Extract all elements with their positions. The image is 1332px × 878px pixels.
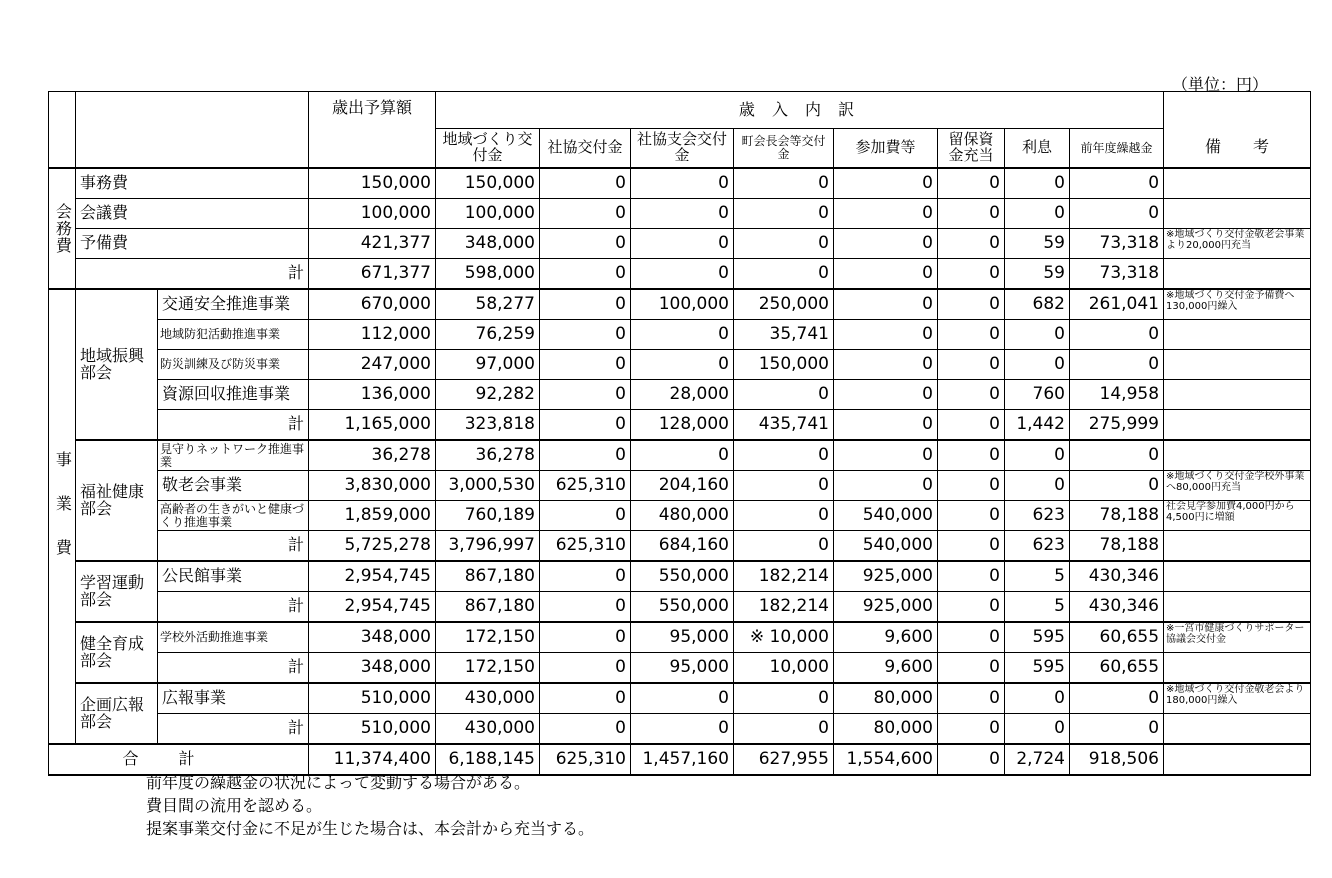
section-kaimuhi: 会務費: [49, 168, 76, 289]
value-cell: 430,346: [1070, 592, 1164, 623]
value-cell: 0: [734, 531, 834, 562]
value-cell: 60,655: [1070, 653, 1164, 684]
value-cell: 182,214: [734, 592, 834, 623]
value-cell: 100,000: [631, 289, 734, 320]
value-cell: 0: [734, 683, 834, 714]
header-blank: [1164, 92, 1311, 129]
value-cell: 172,150: [436, 622, 540, 653]
value-cell: 0: [1005, 714, 1070, 745]
value-cell: 136,000: [309, 380, 436, 410]
value-cell: 0: [938, 320, 1005, 350]
value-cell: 1,165,000: [309, 410, 436, 441]
value-cell: 0: [938, 350, 1005, 380]
value-cell: 0: [540, 289, 631, 320]
value-cell: 0: [631, 320, 734, 350]
value-cell: 3,000,530: [436, 471, 540, 501]
value-cell: 0: [540, 229, 631, 259]
header-col: 社協交付金: [540, 129, 631, 169]
value-cell: 80,000: [834, 714, 938, 745]
value-cell: 625,310: [540, 531, 631, 562]
group-name: 福祉健康部会: [76, 440, 158, 561]
item-name: 広報事業: [158, 683, 309, 714]
table-row: [49, 320, 1311, 350]
value-cell: 95,000: [631, 653, 734, 684]
value-cell: 0: [540, 683, 631, 714]
value-cell: 0: [540, 380, 631, 410]
value-cell: 9,600: [834, 622, 938, 653]
subtotal-label: 計: [158, 410, 309, 441]
value-cell: 918,506: [1070, 744, 1164, 775]
value-cell: 595: [1005, 622, 1070, 653]
header-col: 地域づくり交付金: [436, 129, 540, 169]
value-cell: 323,818: [436, 410, 540, 441]
value-cell: 0: [734, 168, 834, 199]
value-cell: 0: [1070, 683, 1164, 714]
value-cell: 0: [938, 440, 1005, 471]
remark-cell: [1164, 380, 1311, 410]
footnote: 費目間の流用を認める。: [146, 796, 323, 815]
remark-cell: [1164, 440, 1311, 471]
header-col: 前年度繰越金: [1070, 129, 1164, 169]
value-cell: 0: [834, 320, 938, 350]
value-cell: 100,000: [309, 199, 436, 229]
budget-table: [48, 91, 1311, 776]
value-cell: 6,188,145: [436, 744, 540, 775]
value-cell: 0: [734, 471, 834, 501]
value-cell: 684,160: [631, 531, 734, 562]
item-name: 地域防犯活動推進事業: [158, 320, 309, 350]
value-cell: ※ 10,000: [734, 622, 834, 653]
value-cell: 35,741: [734, 320, 834, 350]
value-cell: 1,442: [1005, 410, 1070, 441]
value-cell: 0: [834, 380, 938, 410]
value-cell: 3,796,997: [436, 531, 540, 562]
value-cell: 0: [1005, 683, 1070, 714]
value-cell: 598,000: [436, 259, 540, 290]
value-cell: 0: [938, 410, 1005, 441]
value-cell: 0: [540, 320, 631, 350]
value-cell: 510,000: [309, 714, 436, 745]
value-cell: 0: [734, 501, 834, 531]
remark-cell: [1164, 320, 1311, 350]
value-cell: 0: [734, 714, 834, 745]
value-cell: 0: [540, 592, 631, 623]
value-cell: 100,000: [436, 199, 540, 229]
remark-cell: [1164, 168, 1311, 199]
value-cell: 0: [631, 229, 734, 259]
value-cell: 625,310: [540, 471, 631, 501]
value-cell: 682: [1005, 289, 1070, 320]
remark-cell: [1164, 410, 1311, 441]
header-revenue-breakdown: 歳 入 内 訳: [436, 92, 1164, 129]
value-cell: 1,554,600: [834, 744, 938, 775]
value-cell: 5: [1005, 592, 1070, 623]
value-cell: 0: [938, 199, 1005, 229]
item-name: 会議費: [76, 199, 309, 229]
table-row: [49, 380, 1311, 410]
value-cell: 0: [1005, 168, 1070, 199]
value-cell: 0: [734, 199, 834, 229]
value-cell: 623: [1005, 531, 1070, 562]
value-cell: 0: [631, 440, 734, 471]
value-cell: 0: [938, 531, 1005, 562]
remark-cell: [1164, 531, 1311, 562]
value-cell: 78,188: [1070, 501, 1164, 531]
group-name: 企画広報部会: [76, 683, 158, 744]
value-cell: 0: [1070, 350, 1164, 380]
value-cell: 60,655: [1070, 622, 1164, 653]
value-cell: 2,954,745: [309, 561, 436, 592]
value-cell: 480,000: [631, 501, 734, 531]
value-cell: 14,958: [1070, 380, 1164, 410]
value-cell: 0: [631, 199, 734, 229]
item-name: 事務費: [76, 168, 309, 199]
value-cell: 0: [540, 259, 631, 290]
value-cell: 172,150: [436, 653, 540, 684]
value-cell: 430,346: [1070, 561, 1164, 592]
value-cell: 58,277: [436, 289, 540, 320]
value-cell: 2,724: [1005, 744, 1070, 775]
header-col: 留保資金充当: [938, 129, 1005, 169]
value-cell: 0: [834, 289, 938, 320]
table-row: [49, 410, 1311, 441]
subtotal-label: 計: [76, 259, 309, 290]
value-cell: 0: [631, 168, 734, 199]
value-cell: 0: [834, 410, 938, 441]
value-cell: 0: [540, 410, 631, 441]
header-col: 町会長会等交付金: [734, 129, 834, 169]
value-cell: 76,259: [436, 320, 540, 350]
value-cell: 540,000: [834, 531, 938, 562]
value-cell: 550,000: [631, 592, 734, 623]
value-cell: 925,000: [834, 561, 938, 592]
value-cell: 0: [540, 440, 631, 471]
remark-cell: [1164, 714, 1311, 745]
header-col: 参加費等: [834, 129, 938, 169]
value-cell: 0: [938, 622, 1005, 653]
value-cell: 0: [938, 683, 1005, 714]
value-cell: 5: [1005, 561, 1070, 592]
value-cell: 36,278: [436, 440, 540, 471]
table-row: [49, 714, 1311, 745]
remark-cell: ※一宮市健康づくりサポーター協議会交付金: [1164, 622, 1311, 653]
value-cell: 0: [1070, 168, 1164, 199]
value-cell: 627,955: [734, 744, 834, 775]
value-cell: 0: [1005, 320, 1070, 350]
table-row: [49, 199, 1311, 229]
remark-cell: [1164, 561, 1311, 592]
header-col: 利息: [1005, 129, 1070, 169]
value-cell: 0: [938, 744, 1005, 775]
value-cell: 670,000: [309, 289, 436, 320]
value-cell: 59: [1005, 229, 1070, 259]
value-cell: 0: [1070, 471, 1164, 501]
value-cell: 0: [540, 168, 631, 199]
value-cell: 59: [1005, 259, 1070, 290]
value-cell: 0: [938, 289, 1005, 320]
subtotal-label: 計: [158, 592, 309, 623]
value-cell: 421,377: [309, 229, 436, 259]
value-cell: 10,000: [734, 653, 834, 684]
table-row: [49, 92, 1311, 129]
remark-cell: [1164, 653, 1311, 684]
value-cell: 0: [938, 259, 1005, 290]
table-row: [49, 683, 1311, 714]
footnote: 提案事業交付金に不足が生じた場合は、本会計から充当する。: [146, 819, 595, 838]
table-row: [49, 501, 1311, 531]
value-cell: 867,180: [436, 561, 540, 592]
grand-total-label: 合計: [49, 744, 309, 775]
value-cell: 0: [1005, 199, 1070, 229]
value-cell: 128,000: [631, 410, 734, 441]
value-cell: 0: [938, 592, 1005, 623]
header-remarks: 備 考: [1164, 129, 1311, 169]
item-name: 学校外活動推進事業: [158, 622, 309, 653]
remark-cell: [1164, 259, 1311, 290]
value-cell: 550,000: [631, 561, 734, 592]
subtotal-label: 計: [158, 531, 309, 562]
value-cell: 0: [1005, 440, 1070, 471]
value-cell: 0: [540, 714, 631, 745]
remark-cell: [1164, 350, 1311, 380]
header-expense-budget: 歳出予算額: [309, 92, 436, 169]
item-name: 防災訓練及び防災事業: [158, 350, 309, 380]
value-cell: 625,310: [540, 744, 631, 775]
value-cell: 0: [1070, 320, 1164, 350]
value-cell: 0: [938, 653, 1005, 684]
value-cell: 247,000: [309, 350, 436, 380]
value-cell: 0: [834, 259, 938, 290]
item-name: 予備費: [76, 229, 309, 259]
value-cell: 0: [938, 714, 1005, 745]
value-cell: 0: [834, 471, 938, 501]
value-cell: 0: [1005, 471, 1070, 501]
table-row: [49, 561, 1311, 592]
remark-cell: ※地域づくり交付金敬老会より180,000円繰入: [1164, 683, 1311, 714]
value-cell: 867,180: [436, 592, 540, 623]
value-cell: 2,954,745: [309, 592, 436, 623]
footnotes: [146, 771, 594, 840]
group-name: 地域振興部会: [76, 289, 158, 440]
value-cell: 28,000: [631, 380, 734, 410]
item-name: 資源回収推進事業: [158, 380, 309, 410]
table-row: [49, 440, 1311, 471]
value-cell: 0: [938, 168, 1005, 199]
value-cell: 150,000: [309, 168, 436, 199]
table-row: [49, 622, 1311, 653]
value-cell: 3,830,000: [309, 471, 436, 501]
footnote: 前年度の繰越金の状況によって変動する場合がある。: [146, 773, 531, 792]
value-cell: 430,000: [436, 683, 540, 714]
value-cell: 540,000: [834, 501, 938, 531]
header-col: 社協支会交付金: [631, 129, 734, 169]
table-row: [49, 531, 1311, 562]
table-row: [49, 471, 1311, 501]
value-cell: 0: [734, 380, 834, 410]
remark-cell: ※地域づくり交付金学校外事業へ80,000円充当: [1164, 471, 1311, 501]
item-name: 交通安全推進事業: [158, 289, 309, 320]
value-cell: 0: [938, 229, 1005, 259]
value-cell: 0: [540, 622, 631, 653]
value-cell: 430,000: [436, 714, 540, 745]
value-cell: 0: [631, 683, 734, 714]
header-blank: [76, 92, 309, 169]
value-cell: 92,282: [436, 380, 540, 410]
remark-cell: [1164, 744, 1311, 775]
value-cell: 0: [1070, 440, 1164, 471]
value-cell: 0: [540, 350, 631, 380]
value-cell: 97,000: [436, 350, 540, 380]
value-cell: 0: [734, 259, 834, 290]
table-row: [49, 259, 1311, 290]
value-cell: 0: [834, 350, 938, 380]
value-cell: 78,188: [1070, 531, 1164, 562]
value-cell: 760: [1005, 380, 1070, 410]
table-row: [49, 653, 1311, 684]
value-cell: 348,000: [309, 622, 436, 653]
value-cell: 0: [1005, 350, 1070, 380]
value-cell: 0: [631, 350, 734, 380]
value-cell: 0: [631, 259, 734, 290]
value-cell: 0: [540, 561, 631, 592]
value-cell: 150,000: [436, 168, 540, 199]
value-cell: 510,000: [309, 683, 436, 714]
value-cell: 250,000: [734, 289, 834, 320]
value-cell: 0: [631, 714, 734, 745]
value-cell: 0: [1070, 199, 1164, 229]
value-cell: 0: [834, 229, 938, 259]
value-cell: 348,000: [436, 229, 540, 259]
value-cell: 182,214: [734, 561, 834, 592]
value-cell: 95,000: [631, 622, 734, 653]
value-cell: 348,000: [309, 653, 436, 684]
item-name: 見守りネットワーク推進事業: [158, 440, 309, 471]
value-cell: 925,000: [834, 592, 938, 623]
value-cell: 1,457,160: [631, 744, 734, 775]
value-cell: 0: [938, 380, 1005, 410]
value-cell: 5,725,278: [309, 531, 436, 562]
value-cell: 0: [834, 168, 938, 199]
value-cell: 0: [834, 199, 938, 229]
value-cell: 261,041: [1070, 289, 1164, 320]
value-cell: 623: [1005, 501, 1070, 531]
item-name: 公民館事業: [158, 561, 309, 592]
unit-label: （単位：円）: [1172, 75, 1269, 94]
group-name: 健全育成部会: [76, 622, 158, 683]
group-name: 学習運動部会: [76, 561, 158, 622]
value-cell: 0: [834, 440, 938, 471]
item-name: 敬老会事業: [158, 471, 309, 501]
subtotal-label: 計: [158, 714, 309, 745]
value-cell: 0: [540, 199, 631, 229]
value-cell: 0: [1070, 714, 1164, 745]
value-cell: 73,318: [1070, 229, 1164, 259]
value-cell: 595: [1005, 653, 1070, 684]
value-cell: 0: [938, 471, 1005, 501]
value-cell: 80,000: [834, 683, 938, 714]
value-cell: 0: [938, 501, 1005, 531]
item-name: 高齢者の生きがいと健康づくり推進事業: [158, 501, 309, 531]
value-cell: 0: [734, 229, 834, 259]
value-cell: 112,000: [309, 320, 436, 350]
value-cell: 671,377: [309, 259, 436, 290]
value-cell: 150,000: [734, 350, 834, 380]
value-cell: 0: [540, 501, 631, 531]
section-jigyohi: 事業費: [49, 289, 76, 744]
value-cell: 204,160: [631, 471, 734, 501]
table-row: [49, 350, 1311, 380]
table-row: [49, 168, 1311, 199]
remark-cell: 社会見学参加費4,000円から4,500円に増額: [1164, 501, 1311, 531]
value-cell: 11,374,400: [309, 744, 436, 775]
table-row: [49, 289, 1311, 320]
value-cell: 0: [540, 653, 631, 684]
value-cell: 0: [938, 561, 1005, 592]
table-row: [49, 592, 1311, 623]
value-cell: 36,278: [309, 440, 436, 471]
remark-cell: [1164, 592, 1311, 623]
subtotal-label: 計: [158, 653, 309, 684]
header-blank: [49, 92, 76, 169]
value-cell: 760,189: [436, 501, 540, 531]
remark-cell: ※地域づくり交付金敬老会事業より20,000円充当: [1164, 229, 1311, 259]
remark-cell: [1164, 199, 1311, 229]
value-cell: 435,741: [734, 410, 834, 441]
value-cell: 1,859,000: [309, 501, 436, 531]
value-cell: 9,600: [834, 653, 938, 684]
table-row: [49, 229, 1311, 259]
value-cell: 73,318: [1070, 259, 1164, 290]
value-cell: 275,999: [1070, 410, 1164, 441]
remark-cell: ※地域づくり交付金予備費へ130,000円繰入: [1164, 289, 1311, 320]
value-cell: 0: [734, 440, 834, 471]
